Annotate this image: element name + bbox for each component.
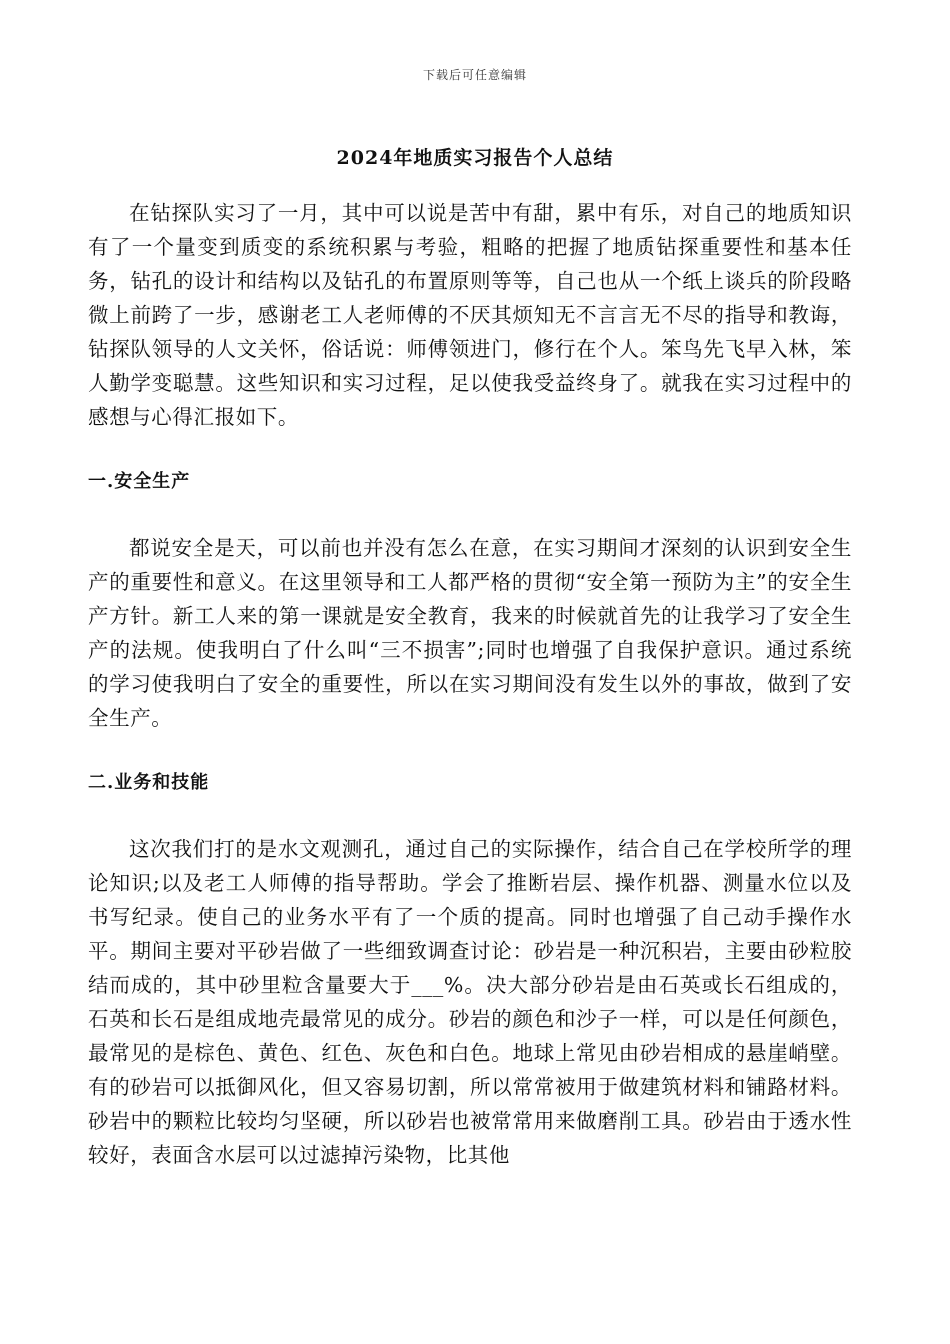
document-body — [88, 196, 852, 1172]
section-heading-safety: 一.安全生产 — [88, 471, 191, 492]
section-heading-skills: 二.业务和技能 — [88, 772, 210, 793]
section-body-safety: 都说安全是天，可以前也并没有怎么在意，在实习期间才深刻的认识到安全生产的重要性和意义。在这里领导和工人都严格的贯彻“安全第一预防为主”的安全生产方针。新工人来的第一课就是安全教育，我来的时候就首先的让我学习了安全生产的法规。使我明白了什么叫“三不损害”;同时也增强了自我保护意识。通过系统的学习使我明白了安全的重要性，所以在实习期间没有发生以外的事故，做到了安全生产。 — [88, 536, 852, 730]
document-title: 2024年地质实习报告个人总结 — [336, 147, 614, 169]
header-note: 下载后可任意编辑 — [422, 68, 527, 82]
intro-paragraph: 在钻探队实习了一月，其中可以说是苦中有甜，累中有乐，对自己的地质知识有了一个量变到质变的系统积累与考验，粗略的把握了地质钻探重要性和基本任务，钻孔的设计和结构以及钻孔的布置原则等等，自己也从一个纸上谈兵的阶段略微上前跨了一步，感谢老工人老师傅的不厌其烦知无不言言无不尽的指导和教诲，钻探队领导的人文关怀，俗话说：师傅领进门，修行在个人。笨鸟先飞早入林，笨人勤学变聪慧。这些知识和实习过程，足以使我受益终身了。就我在实习过程中的感想与心得汇报如下。 — [88, 201, 852, 429]
section-body-skills: 这次我们打的是水文观测孔，通过自己的实际操作，结合自己在学校所学的理论知识;以及老工人师傅的指导帮助。学会了推断岩层、操作机器、测量水位以及书写纪录。使自己的业务水平有了一个质的提高。同时也增强了自己动手操作水平。期间主要对平砂岩做了一些细致调查讨论：砂岩是一种沉积岩，主要由砂粒胶结而成的，其中砂里粒含量要大于___%。决大部分砂岩是由石英或长石组成的，石英和长石是组成地壳最常见的成分。砂岩的颜色和沙子一样，可以是任何颜色，最常见的是棕色、黄色、红色、灰色和白色。地球上常见由砂岩相成的悬崖峭壁。有的砂岩可以抵御风化，但又容易切割，所以常常被用于做建筑材料和铺路材料。砂岩中的颗粒比较均匀坚硬，所以砂岩也被常常用来做磨削工具。砂岩由于透水性较好，表面含水层可以过滤掉污染物，比其他 — [88, 837, 852, 1167]
